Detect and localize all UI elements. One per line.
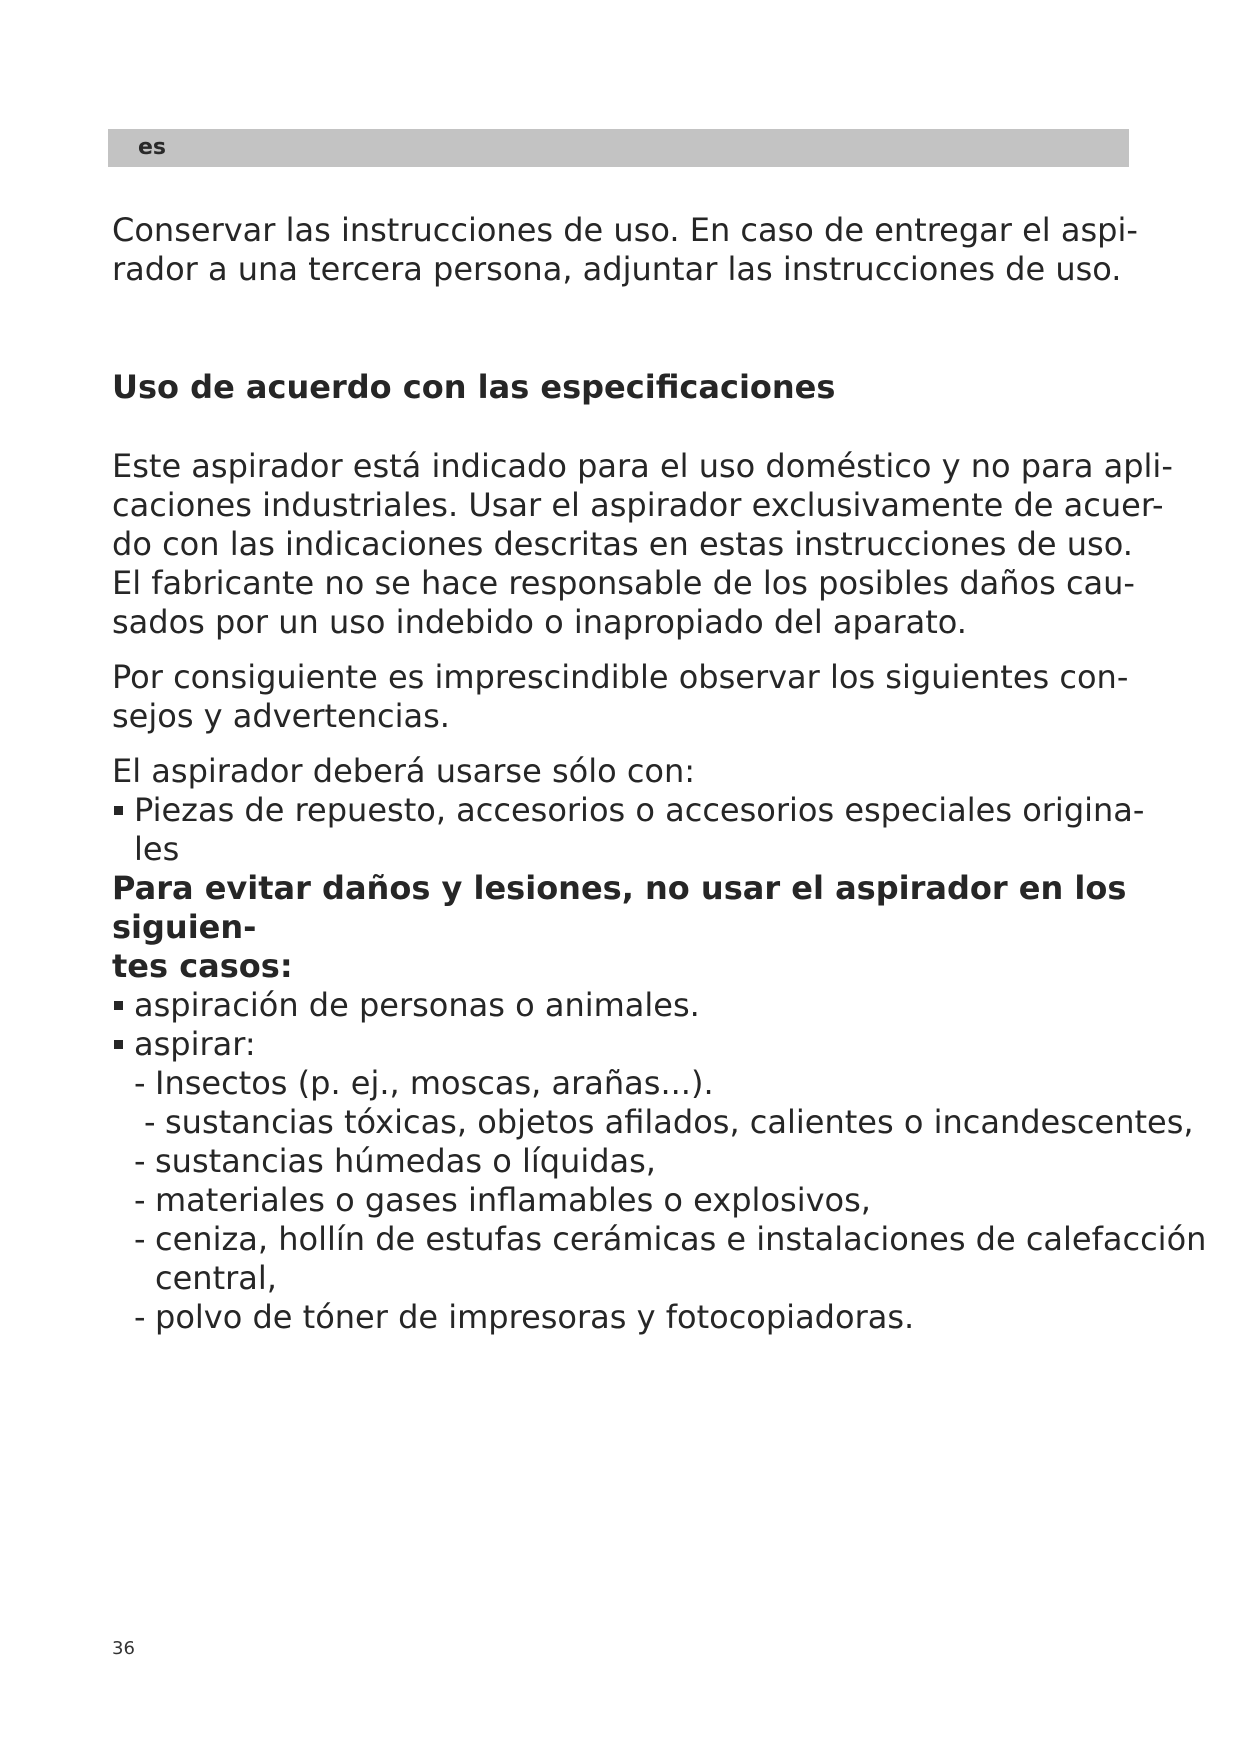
sublist-item-text: sustancias húmedas o líquidas, xyxy=(155,1142,656,1180)
sublist-item xyxy=(134,1064,1222,1103)
warning-title: Para evitar daños y lesiones, no usar el aspirador en los siguien- tes casos: xyxy=(112,869,1127,985)
aspirar-sublist xyxy=(112,1064,1222,1337)
list-item-text: Piezas de repuesto, accesorios o accesorios especiales origina- les xyxy=(134,791,1145,868)
sublist-item xyxy=(134,1142,1222,1181)
use-only-intro: El aspirador deberá usarse sólo con: xyxy=(112,752,696,790)
dash-icon: - xyxy=(134,1220,146,1258)
bullet-icon xyxy=(114,1040,123,1049)
sublist-item-text: Insectos (p. ej., moscas, arañas...). xyxy=(155,1064,714,1102)
usage-paragraph: Este aspirador está indicado para el uso doméstico y no para apli- caciones industriales. Usar el aspirador exclusivamente de acuer- do con las indicaciones descritas en estas instrucciones de uso. El fabricante no se hace responsable de los posibles daños cau- sados por un uso indebido o inapropiado del aparato. xyxy=(112,447,1173,641)
use-only-list xyxy=(112,791,1222,869)
sublist-item xyxy=(134,1220,1222,1298)
list-item xyxy=(112,986,1222,1025)
dash-icon: - xyxy=(144,1103,156,1141)
language-header-bar xyxy=(108,129,1129,167)
list-item xyxy=(112,1025,1222,1064)
dash-icon: - xyxy=(134,1298,146,1336)
bullet-icon xyxy=(114,1001,123,1010)
dash-icon: - xyxy=(134,1181,146,1219)
sublist-item xyxy=(134,1298,1222,1337)
advice-paragraph: Por consiguiente es imprescindible observar los siguientes con- sejos y advertencias. xyxy=(112,658,1129,735)
dash-icon: - xyxy=(134,1142,146,1180)
sublist-item-text: materiales o gases inflamables o explosivos, xyxy=(155,1181,871,1219)
page-number: 36 xyxy=(112,1638,135,1659)
sublist-item-text: sustancias tóxicas, objetos afilados, calientes o incandescentes, xyxy=(165,1103,1194,1141)
warning-list xyxy=(112,986,1222,1064)
section-title: Uso de acuerdo con las especificaciones xyxy=(112,368,836,406)
document-body xyxy=(112,211,1222,1337)
sublist-item xyxy=(134,1181,1222,1220)
intro-paragraph: Conservar las instrucciones de uso. En caso de entregar el aspi- rador a una tercera persona, adjuntar las instrucciones de uso. xyxy=(112,211,1138,288)
sublist-item-text: polvo de tóner de impresoras y fotocopiadoras. xyxy=(155,1298,915,1336)
sublist-item-text: ceniza, hollín de estufas cerámicas e instalaciones de calefacción central, xyxy=(155,1220,1207,1297)
sublist-item xyxy=(134,1103,1222,1142)
list-item xyxy=(112,791,1222,869)
dash-icon: - xyxy=(134,1064,146,1102)
list-item-text: aspiración de personas o animales. xyxy=(134,986,700,1024)
list-item-text: aspirar: xyxy=(134,1025,256,1063)
language-code: es xyxy=(138,135,167,160)
bullet-icon xyxy=(114,806,123,815)
